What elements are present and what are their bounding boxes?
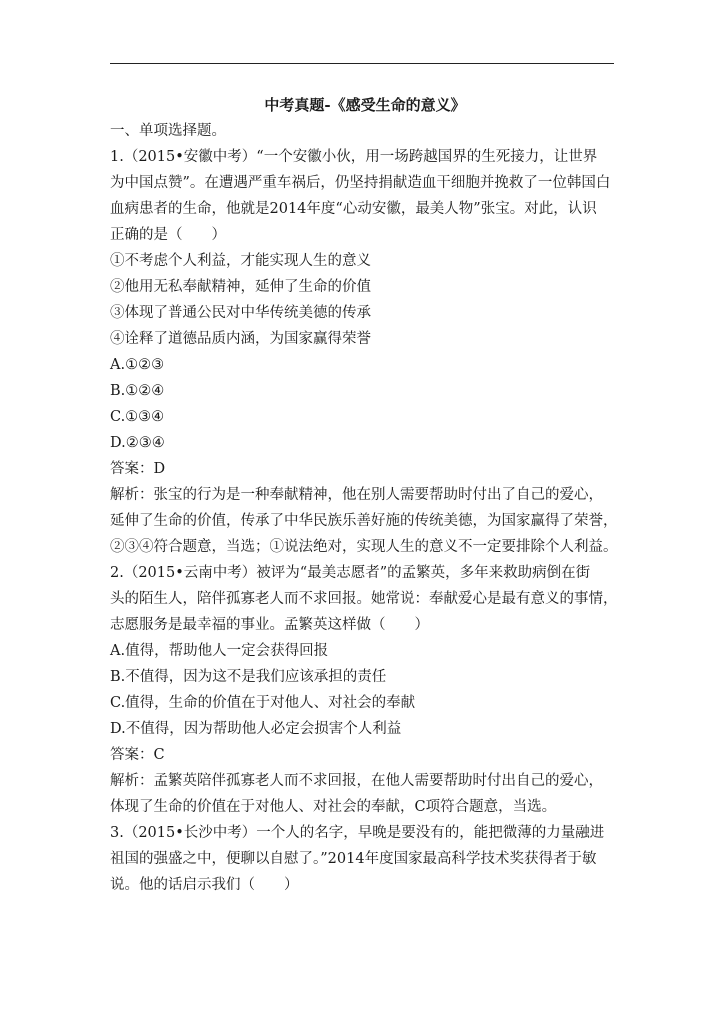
analysis-text: ②③④符合题意，当选；①说法绝对，实现人生的意义不一定要排除个人利益。	[110, 539, 618, 555]
header-rule	[110, 63, 614, 64]
question-3-text: 说。他的话启示我们（ ）	[110, 877, 299, 893]
question-1-text: 正确的是（ ）	[110, 227, 226, 243]
option-c: C.①③④	[110, 409, 165, 425]
option-c: C.值得，生命的价值在于对他人、对社会的奉献	[110, 695, 416, 711]
question-1	[110, 144, 620, 560]
question-3-text: 祖国的强盛之中，便聊以自慰了。”2014年度国家最高科学技术奖获得者于敏	[110, 851, 597, 867]
option-d: D.②③④	[110, 435, 165, 451]
question-2-text: 志愿服务是最幸福的事业。孟繁英这样做（ ）	[110, 617, 429, 633]
statement-2: ②他用无私奉献精神，延伸了生命的价值	[110, 279, 371, 295]
option-a: A.值得，帮助他人一定会获得回报	[110, 643, 329, 659]
question-2	[110, 560, 620, 820]
question-1-text: 1.（2015•安徽中考）“一个安徽小伙，用一场跨越国界的生死接力，让世界	[110, 149, 598, 165]
analysis-text: 解析：张宝的行为是一种奉献精神，他在别人需要帮助时付出了自己的爱心，	[110, 487, 603, 503]
analysis-text: 解析：孟繁英陪伴孤寡老人而不求回报，在他人需要帮助时付出自己的爱心，	[110, 773, 603, 789]
question-2-text: 2.（2015•云南中考）被评为“最美志愿者”的孟繁英，多年来救助病倒在街	[110, 565, 591, 581]
section-heading: 一、单项选择题。	[110, 123, 226, 139]
statement-3: ③体现了普通公民对中华传统美德的传承	[110, 305, 371, 321]
question-1-text: 血病患者的生命，他就是2014年度“心动安徽，最美人物”张宝。对此，认识	[110, 201, 597, 217]
question-3-text: 3.（2015•长沙中考）一个人的名字，早晚是要没有的，能把微薄的力量融进	[110, 825, 605, 841]
question-1-text: 为中国点赞”。在遭遇严重车祸后，仍坚持捐献造血干细胞并挽救了一位韩国白	[110, 175, 611, 191]
statement-1: ①不考虑个人利益，才能实现人生的意义	[110, 253, 371, 269]
document-body	[110, 92, 620, 898]
option-a: A.①②③	[110, 357, 165, 373]
analysis-text: 体现了生命的价值在于对他人、对社会的奉献，C项符合题意，当选。	[110, 799, 557, 815]
answer: 答案：C	[110, 747, 165, 763]
answer: 答案：D	[110, 461, 166, 477]
question-2-text: 头的陌生人，陪伴孤寡老人而不求回报。她常说：奉献爱心是最有意义的事情，	[110, 591, 618, 607]
question-3	[110, 820, 620, 898]
option-d: D.不值得，因为帮助他人必定会损害个人利益	[110, 721, 402, 737]
page-title: 中考真题-《感受生命的意义》	[264, 96, 466, 114]
statement-4: ④诠释了道德品质内涵，为国家赢得荣誉	[110, 331, 371, 347]
option-b: B.不值得，因为这不是我们应该承担的责任	[110, 669, 387, 685]
option-b: B.①②④	[110, 383, 165, 399]
analysis-text: 延伸了生命的价值，传承了中华民族乐善好施的传统美德，为国家赢得了荣誉，	[110, 513, 618, 529]
